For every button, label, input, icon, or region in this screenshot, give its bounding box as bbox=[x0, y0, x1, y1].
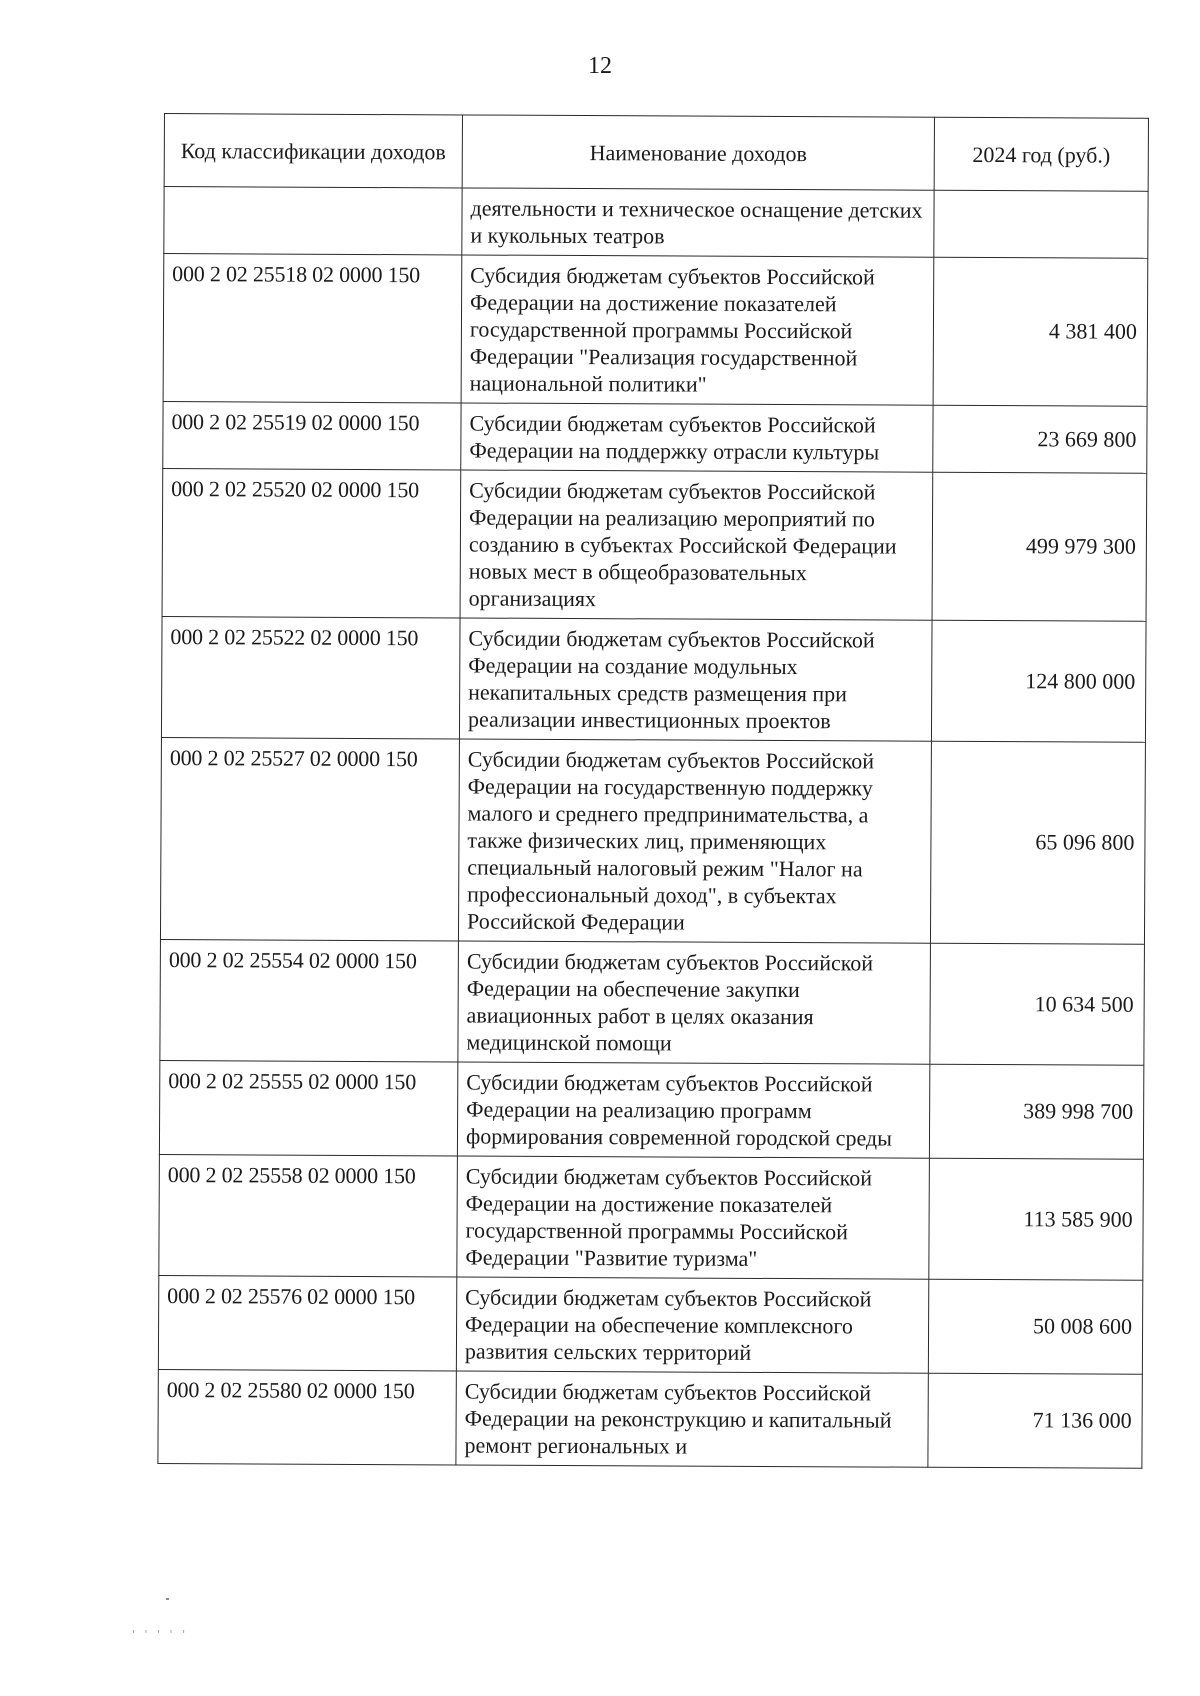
table-row bbox=[160, 939, 1145, 1065]
row-code: 000 2 02 25576 02 0000 150 bbox=[158, 1275, 456, 1370]
row-amount: 10 634 500 bbox=[930, 943, 1145, 1065]
row-name: Субсидии бюджетам субъектов Российской Федерации на обеспечение закупки авиационных работ в целях оказания медицинской помощи bbox=[458, 941, 931, 1064]
row-amount bbox=[934, 190, 1148, 258]
row-name: Субсидии бюджетам субъектов Российской Федерации на реконструкцию и капитальный ремонт региональных и bbox=[456, 1371, 928, 1467]
table-row bbox=[158, 1369, 1142, 1468]
row-amount: 113 585 900 bbox=[929, 1158, 1144, 1280]
table-row bbox=[159, 1154, 1144, 1280]
row-code: 000 2 02 25522 02 0000 150 bbox=[161, 616, 460, 738]
row-name: Субсидии бюджетам субъектов Российской Федерации на реализацию программ формирования современной городской среды bbox=[457, 1062, 929, 1158]
scan-artifact-dot bbox=[166, 1598, 169, 1600]
row-code: 000 2 02 25520 02 0000 150 bbox=[162, 468, 461, 617]
row-name: Субсидии бюджетам субъектов Российской Федерации на обеспечение комплексного развития сельских территорий bbox=[456, 1277, 928, 1373]
row-code: 000 2 02 25555 02 0000 150 bbox=[159, 1060, 457, 1155]
row-code: 000 2 02 25558 02 0000 150 bbox=[159, 1154, 458, 1276]
row-amount: 124 800 000 bbox=[931, 620, 1146, 742]
table-row bbox=[164, 187, 1148, 259]
table-row bbox=[161, 616, 1146, 742]
row-amount: 23 669 800 bbox=[933, 405, 1147, 473]
header-code bbox=[164, 114, 462, 188]
row-amount: 50 008 600 bbox=[928, 1279, 1142, 1374]
row-code: 000 2 02 25527 02 0000 150 bbox=[160, 737, 459, 940]
row-amount: 389 998 700 bbox=[929, 1064, 1143, 1159]
row-code: 000 2 02 25518 02 0000 150 bbox=[163, 254, 462, 403]
row-name: Субсидии бюджетам субъектов Российской Федерации на создание модульных некапитальных средств размещения при реализации инвестиционных проектов bbox=[459, 618, 932, 741]
row-amount: 499 979 300 bbox=[932, 472, 1147, 621]
row-amount: 4 381 400 bbox=[933, 257, 1148, 406]
table-row bbox=[163, 401, 1147, 473]
header-code-label: Код классификации доходов bbox=[180, 137, 446, 164]
table-row bbox=[158, 1275, 1142, 1374]
header-name bbox=[462, 115, 934, 190]
row-name: Субсидии бюджетам субъектов Российской Федерации на государственную поддержку малого и среднего предпринимательства, а также физических лиц, применяющих специальный налоговый режим "Налог на профессиональный доход", в субъектах Российской Федерации bbox=[458, 739, 931, 943]
row-name: деятельности и техническое оснащение детских и кукольных театров bbox=[462, 188, 934, 257]
table-row bbox=[160, 737, 1145, 944]
table-row bbox=[159, 1060, 1143, 1159]
row-amount: 71 136 000 bbox=[928, 1373, 1142, 1468]
header-amount bbox=[934, 117, 1148, 191]
header-name-label: Наименование доходов bbox=[589, 139, 808, 166]
row-name: Субсидии бюджетам субъектов Российской Федерации на поддержку отрасли культуры bbox=[461, 403, 933, 472]
row-name: Субсидия бюджетам субъектов Российской Федерации на достижение показателей государственной программы Российской Федерации "Реализация государственной национальной политики" bbox=[461, 255, 934, 405]
row-code: 000 2 02 25519 02 0000 150 bbox=[163, 401, 461, 469]
row-name: Субсидии бюджетам субъектов Российской Федерации на достижение показателей государственной программы Российской Федерации "Развитие туризма" bbox=[457, 1156, 930, 1279]
page-number: 12 bbox=[588, 53, 612, 79]
row-amount: 65 096 800 bbox=[930, 741, 1145, 944]
row-code: 000 2 02 25554 02 0000 150 bbox=[160, 939, 459, 1061]
row-code: 000 2 02 25580 02 0000 150 bbox=[158, 1369, 456, 1464]
table-row bbox=[163, 254, 1148, 407]
row-code bbox=[164, 187, 462, 255]
table-row bbox=[162, 468, 1147, 621]
table-header-row bbox=[164, 114, 1148, 192]
revenue-table bbox=[157, 113, 1149, 1469]
scan-artifact-marks: ' ' ' ' ' bbox=[132, 1628, 189, 1641]
row-name: Субсидии бюджетам субъектов Российской Федерации на реализацию мероприятий по созданию в субъектах Российской Федерации новых мест в общеобразовательных организациях bbox=[460, 470, 933, 620]
header-amount-label: 2024 год (руб.) bbox=[972, 141, 1111, 168]
